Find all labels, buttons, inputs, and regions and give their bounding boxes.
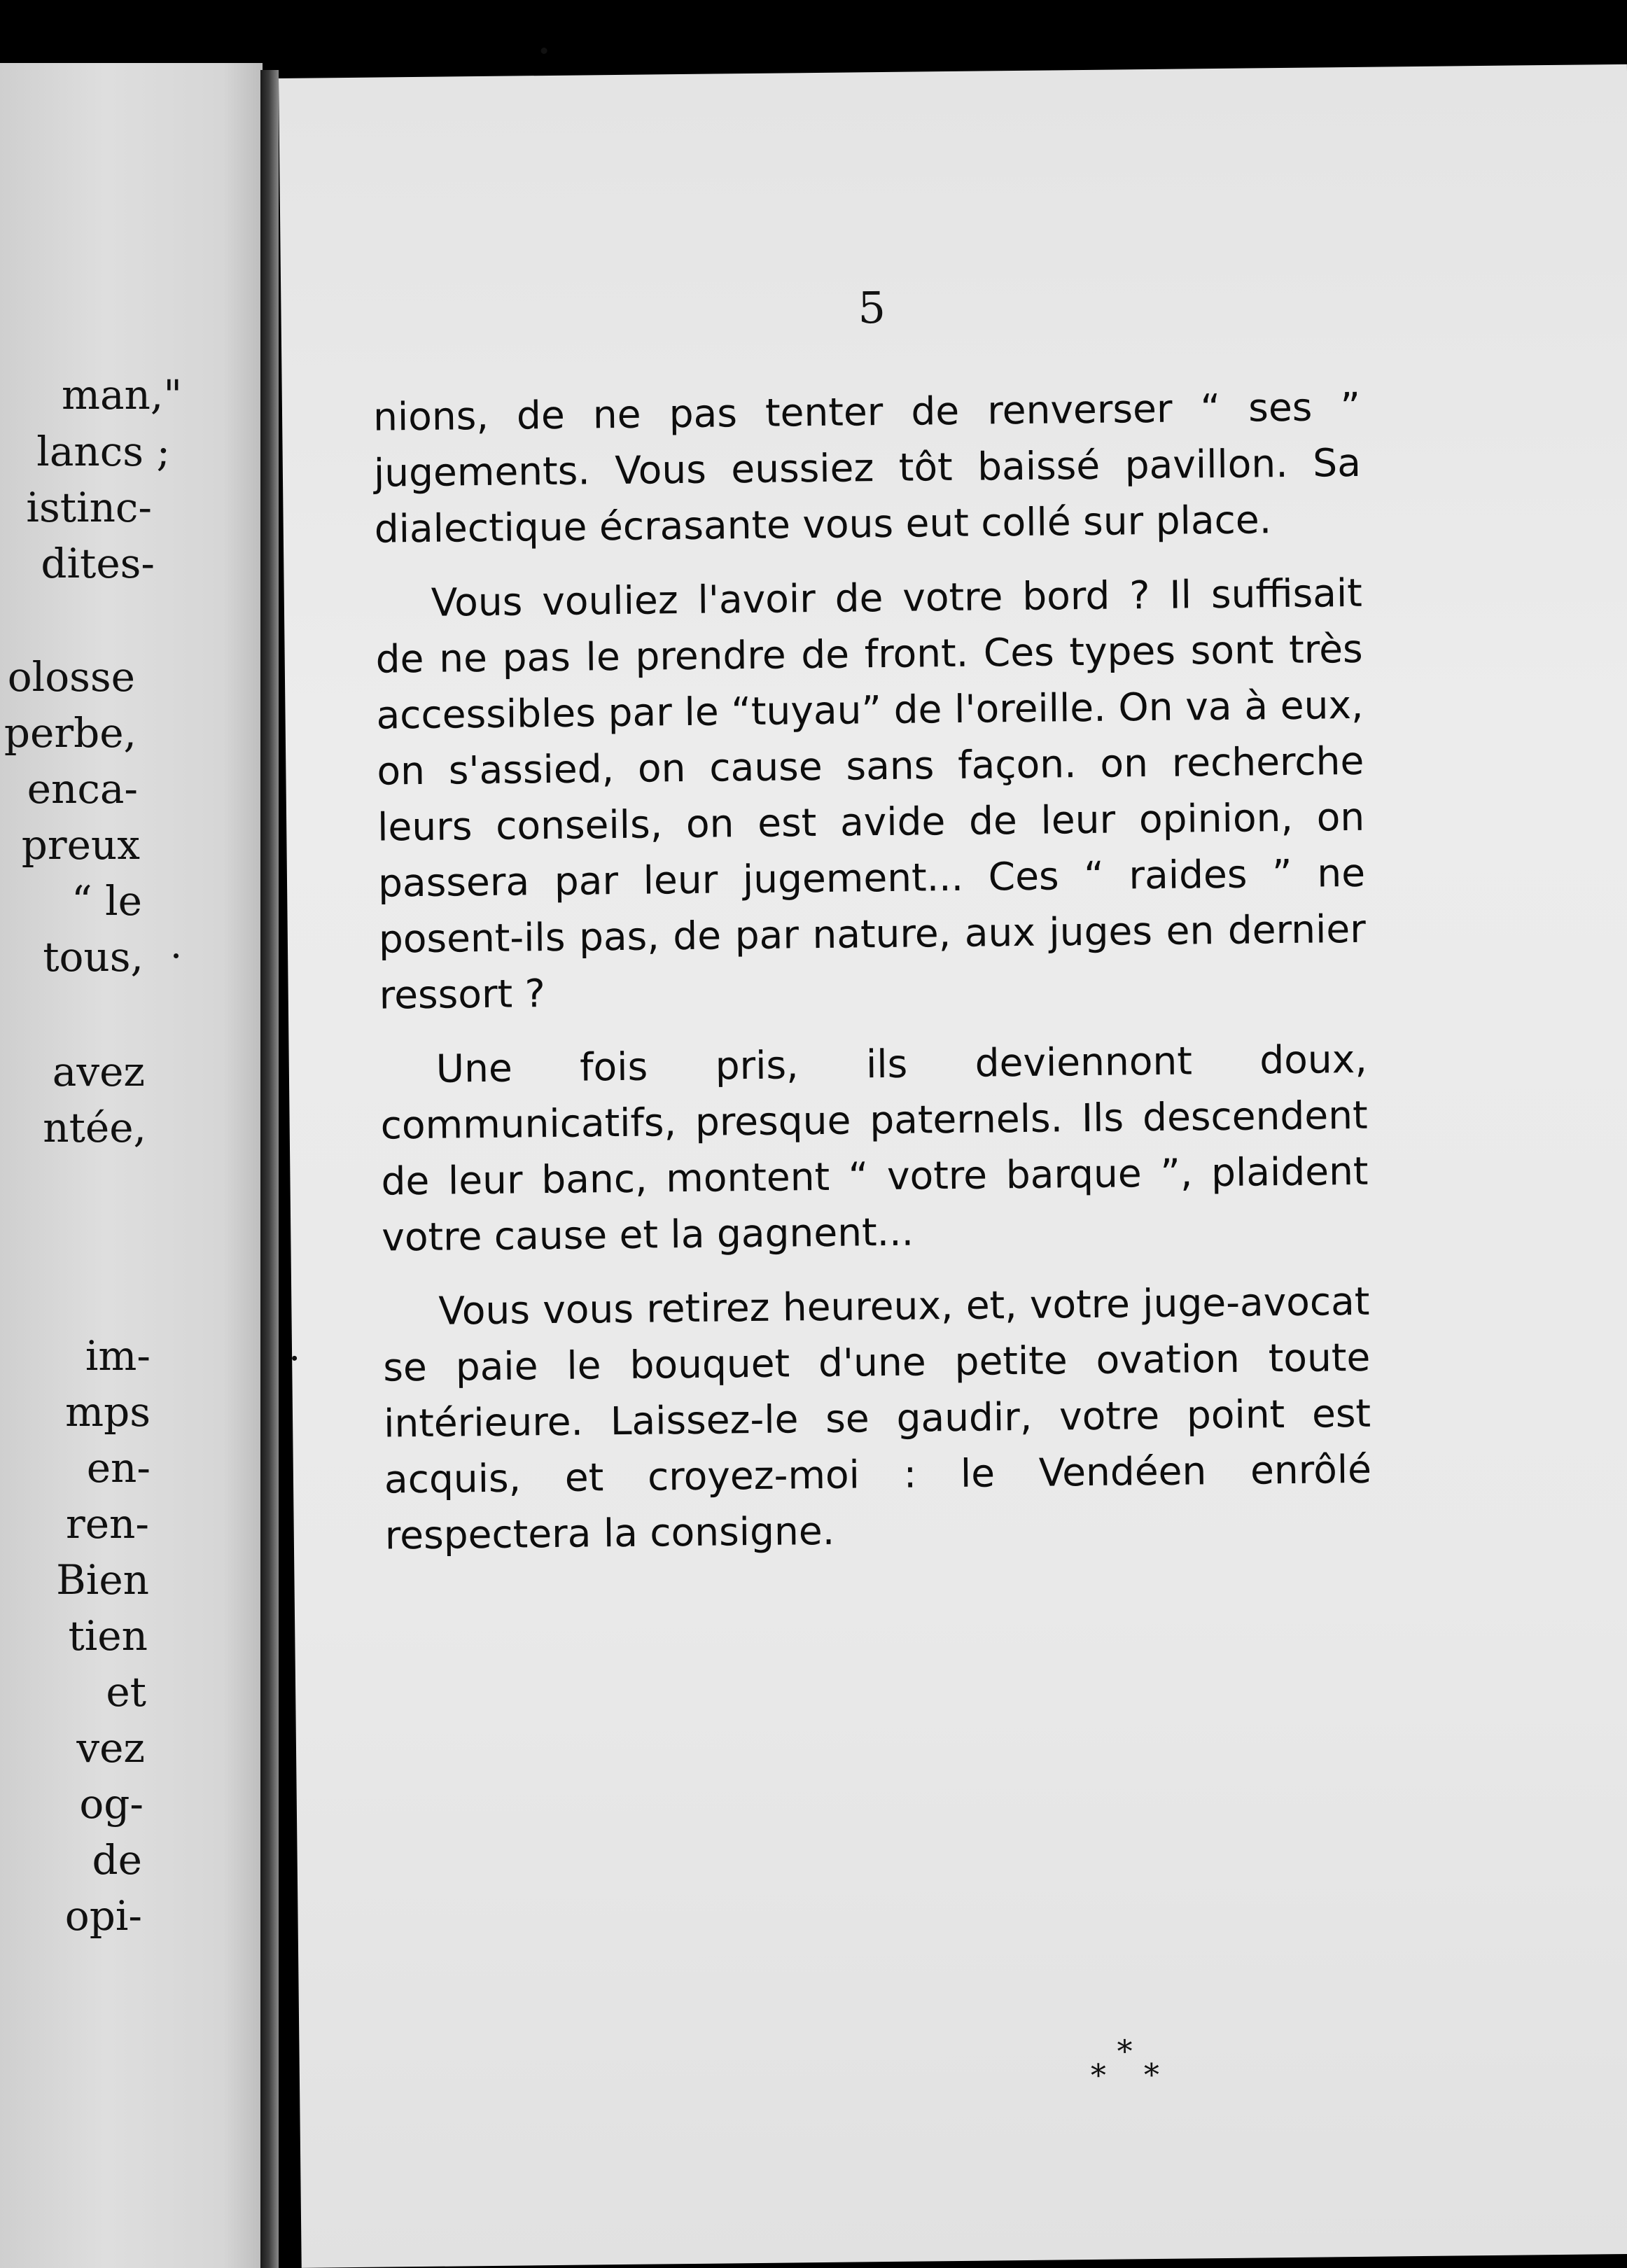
asterism-star: *: [1090, 2057, 1107, 2094]
left-line: im-: [85, 1332, 151, 1380]
paragraph-continuation: nions, de ne pas tenter de renverser “ ses ” jugements. Vous eussiez tôt baissé pavillon. Sa dialectique écrasante vous eut collé sur place.: [372, 384, 1362, 552]
left-line: et: [106, 1668, 146, 1716]
section-break-asterism: [1082, 2033, 1187, 2122]
ink-speck: [541, 48, 547, 54]
left-line: dites-: [41, 540, 155, 587]
left-line: preux: [21, 821, 140, 869]
left-line: “ le: [71, 877, 142, 925]
left-page: [0, 63, 263, 2268]
page-number: 5: [858, 281, 886, 334]
left-line: man,": [61, 371, 182, 419]
book-gutter: [260, 70, 279, 2268]
left-line: en-: [86, 1444, 151, 1492]
left-line: opi-: [64, 1892, 142, 1940]
left-line: og-: [79, 1780, 144, 1828]
left-line: de: [92, 1836, 142, 1884]
left-line: avez: [52, 1048, 145, 1096]
left-line: olosse: [7, 653, 135, 701]
paragraph: Une fois pris, ils deviennont doux, communicatifs, presque paternels. Ils descendent de leur banc, montent “ votre barque ”, plaident votre cause et la gagnent...: [380, 1036, 1369, 1260]
left-line: tien: [68, 1612, 148, 1660]
left-line: ntée,: [43, 1104, 146, 1152]
left-line: enca-: [27, 765, 138, 813]
right-page: [279, 64, 1627, 2268]
ink-speck: [174, 953, 179, 958]
left-line: mps: [65, 1388, 151, 1436]
left-line: vez: [76, 1724, 145, 1772]
left-line: ren-: [65, 1500, 149, 1548]
ink-speck: [292, 1356, 297, 1361]
asterism-star: *: [1143, 2057, 1160, 2094]
left-line: lancs ;: [36, 428, 170, 475]
left-line: istinc-: [26, 484, 152, 531]
paragraph: Vous vous retirez heureux, et, votre juge-avocat se paie le bouquet d'une petite ovation toute intérieure. Laissez-le se gaudir, votre point est acquis, et croyez-moi : le Vendéen enrôlé respectera la consigne.: [382, 1278, 1372, 1558]
body-text: [373, 379, 1373, 1582]
left-line: tous,: [43, 933, 144, 981]
left-line: perbe,: [4, 709, 137, 757]
paragraph: Vous vouliez l'avoir de votre bord ? Il suffisait de ne pas le prendre de front. Ces types sont très accessibles par le “tuyau” de l'oreille. On va à eux, on s'assied, on cause sans façon. on recherche leurs conseils, on est avide de leur opinion, on passera par leur jugement... Ces “ raides ” ne posent-ils pas, de par nature, aux juges en dernier ressort ?: [375, 570, 1367, 1018]
left-line: Bien: [56, 1556, 149, 1604]
asterism-star: *: [1117, 2033, 1133, 2070]
